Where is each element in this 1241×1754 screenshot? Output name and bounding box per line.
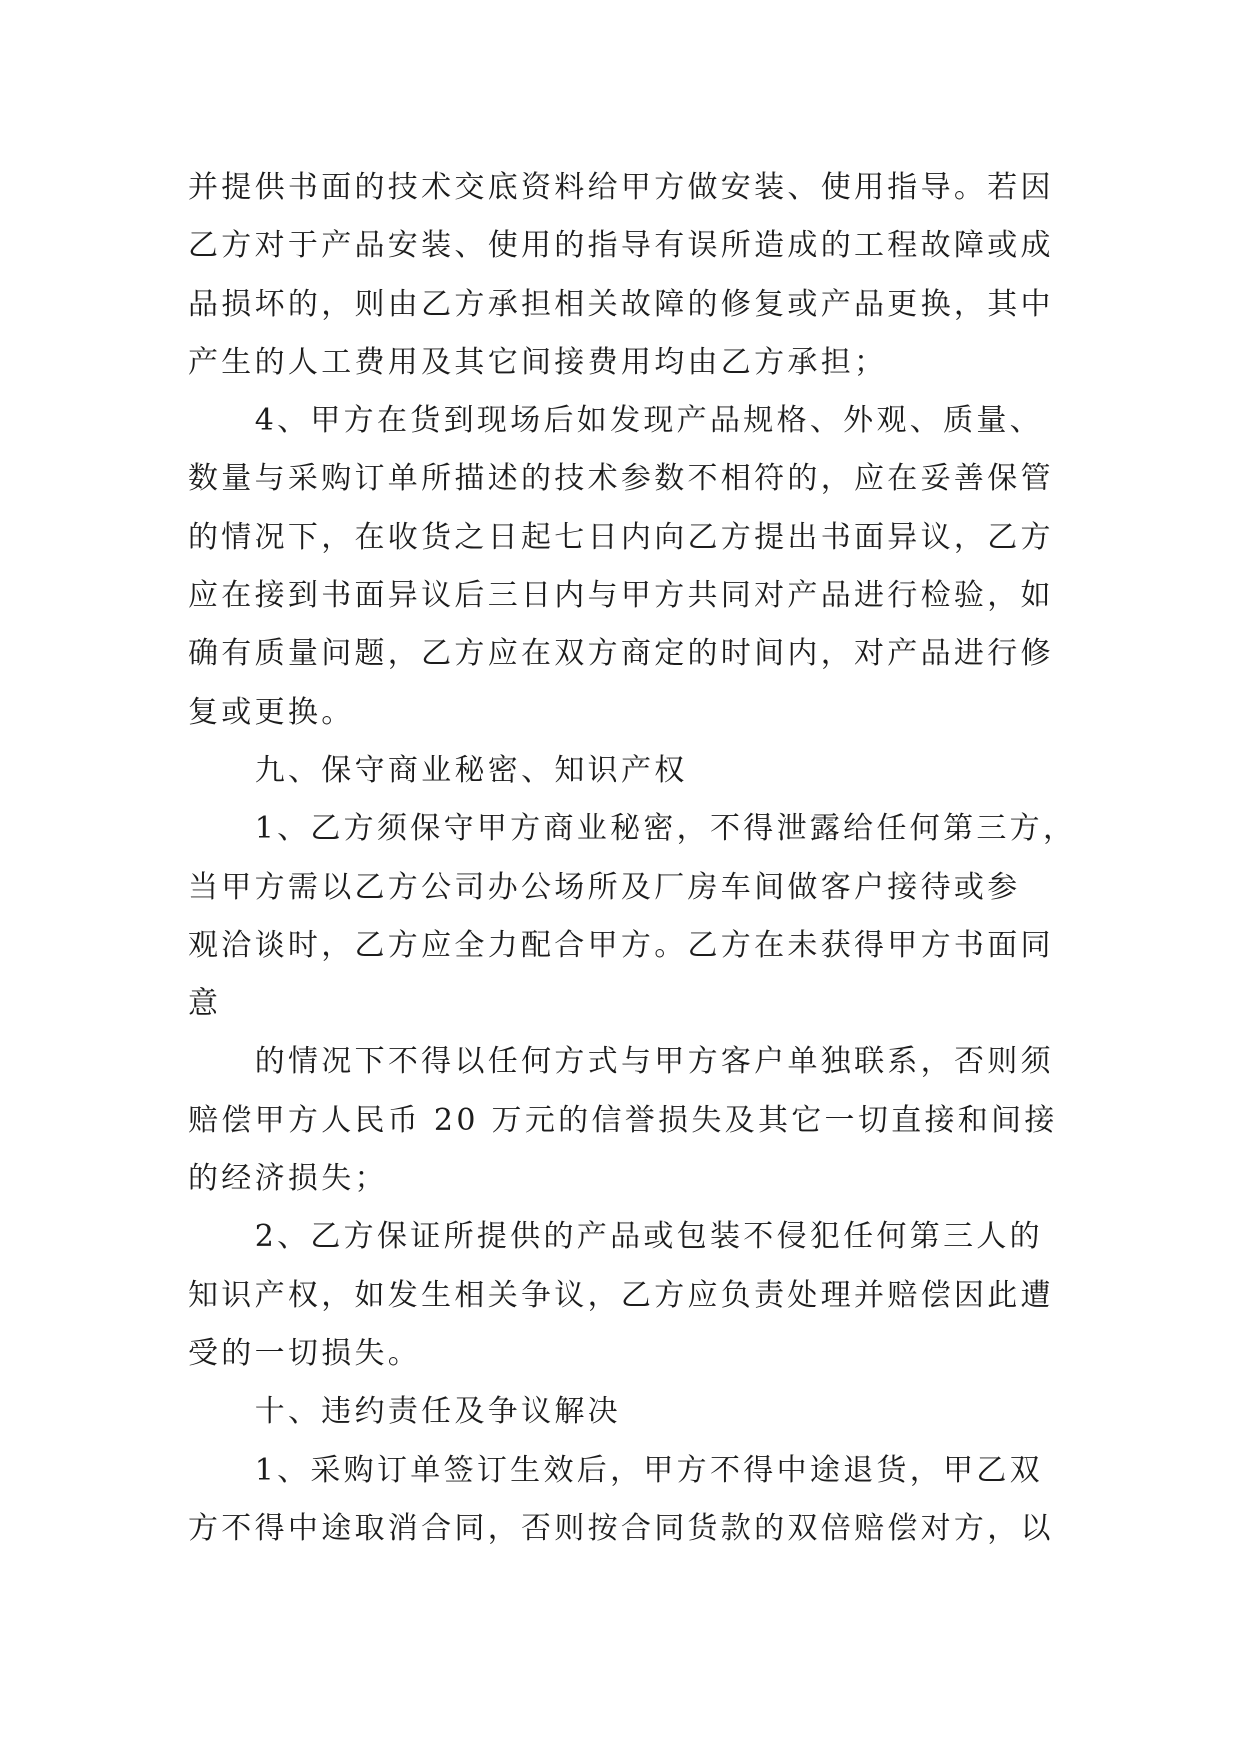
text-line: 复或更换。 — [188, 694, 355, 730]
text-line: 并提供书面的技术交底资料给甲方做安装、使用指导。若因 — [188, 170, 1054, 205]
text-line: 1、采购订单签订生效后，甲方不得中途退货，甲乙双 — [254, 1452, 1043, 1488]
paragraph-clause-9-1-continued — [188, 1033, 1058, 1208]
text-line: 的经济损失； — [188, 1161, 388, 1197]
text-line: 受的一切损失。 — [188, 1335, 422, 1371]
paragraph-clause-10-1 — [188, 1442, 1055, 1559]
section-heading-10 — [188, 1383, 1055, 1441]
text-line: 知识产权，如发生相关争议，乙方应负责处理并赔偿因此遭 — [188, 1277, 1054, 1313]
text-line: 确有质量问题，乙方应在双方商定的时间内，对产品进行修 — [188, 636, 1054, 672]
text-line: 的情况下，在收货之日起七日内向乙方提出书面异议，乙方 — [188, 519, 1054, 555]
section-heading-9 — [188, 742, 1055, 800]
text-line: 产生的人工费用及其它间接费用均由乙方承担； — [188, 344, 888, 380]
text-line: 乙方对于产品安装、使用的指导有误所造成的工程故障或成 — [188, 228, 1054, 264]
paragraph-clause-9-2 — [188, 1208, 1055, 1383]
text-line: 应在接到书面异议后三日内与甲方共同对产品进行检验，如 — [188, 578, 1054, 614]
text-line: 赔偿甲方人民币 20 万元的信誉损失及其它一切直接和间接 — [188, 1102, 1058, 1138]
paragraph-continuation — [188, 159, 1055, 392]
text-line: 观洽谈时，乙方应全力配合甲方。乙方在未获得甲方书面同 — [188, 927, 1054, 963]
text-line: 2、乙方保证所提供的产品或包装不侵犯任何第三人的 — [254, 1219, 1043, 1255]
text-line: 方不得中途取消合同，否则按合同货款的双倍赔偿对方，以 — [188, 1510, 1054, 1546]
text-line: 品损坏的，则由乙方承担相关故障的修复或产品更换，其中 — [188, 286, 1054, 322]
section-heading-text: 十、违约责任及争议解决 — [254, 1394, 621, 1430]
text-line: 意 — [188, 986, 222, 1022]
text-line: 当甲方需以乙方公司办公场所及厂房车间做客户接待或参 — [188, 869, 1021, 905]
text-line: 数量与采购订单所描述的技术参数不相符的，应在妥善保管 — [188, 461, 1054, 497]
paragraph-clause-9-1 — [188, 800, 1077, 1033]
paragraph-clause-4 — [188, 392, 1055, 742]
text-line: 的情况下不得以任何方式与甲方客户单独联系，否则须 — [254, 1044, 1054, 1080]
section-heading-text: 九、保守商业秘密、知识产权 — [254, 752, 688, 788]
text-line: 1、乙方须保守甲方商业秘密，不得泄露给任何第三方， — [254, 811, 1077, 847]
document-body — [188, 159, 1077, 1558]
text-line: 4、甲方在货到现场后如发现产品规格、外观、质量、 — [254, 403, 1043, 439]
